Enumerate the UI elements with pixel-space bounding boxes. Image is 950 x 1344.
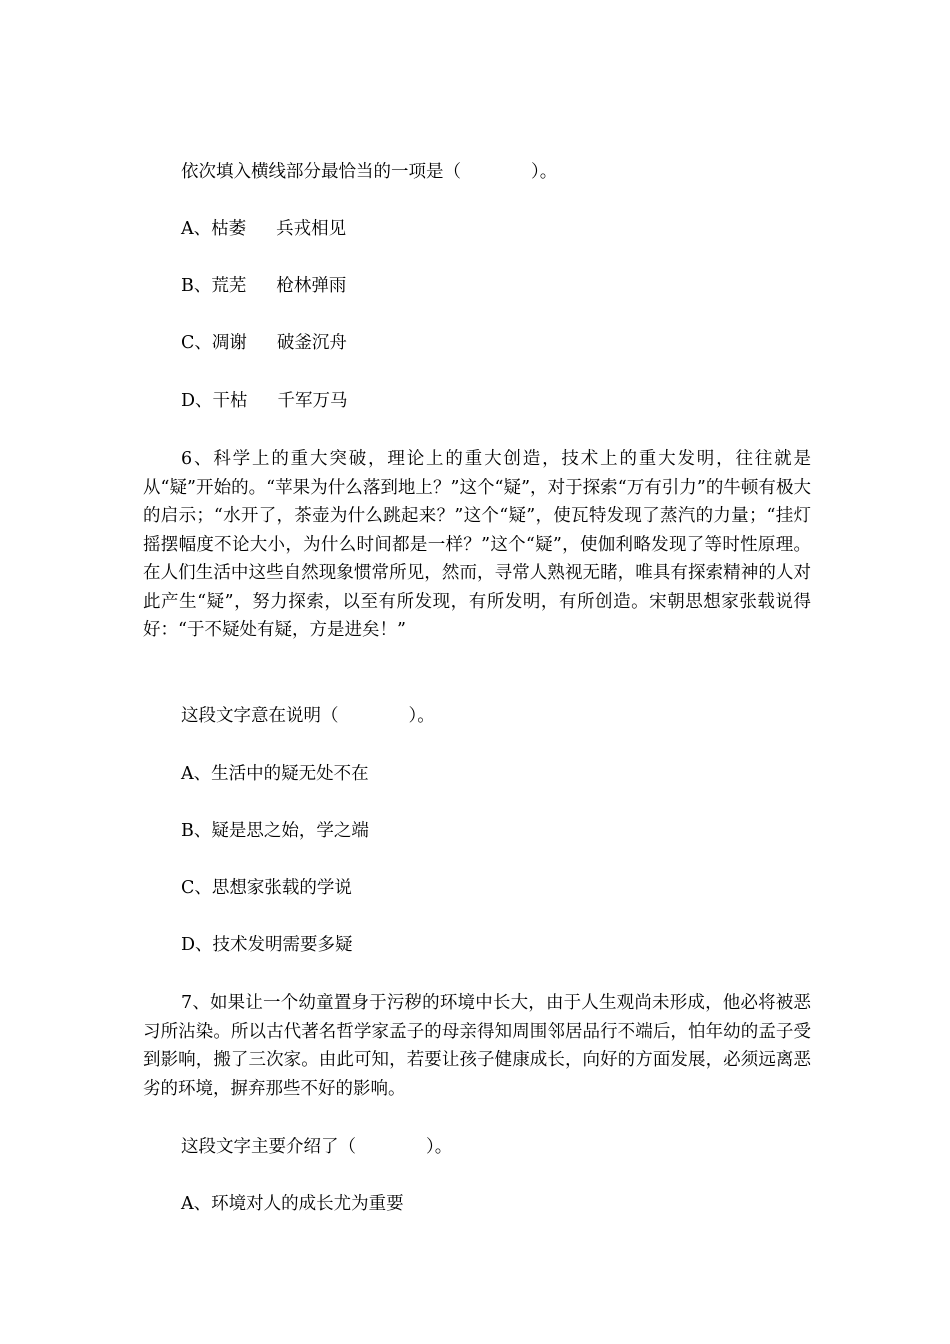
q5-option-b [181, 274, 346, 298]
q6-option-b: B、疑是思之始，学之端 [181, 821, 369, 841]
q6-option-a: A、生活中的疑无处不在 [181, 764, 369, 784]
q5-option-d [181, 389, 348, 413]
q5-option-d-text: 千军万马 [277, 391, 348, 411]
q5-option-b-text: 枪林弹雨 [276, 276, 347, 296]
q7-option-a: A、环境对人的成长尤为重要 [181, 1194, 404, 1214]
q6-passage: 6、科学上的重大突破，理论上的重大创造，技术上的重大发明，往往就是从“疑”开始的。“苹果为什么落到地上？”这个“疑”，对于探索“万有引力”的牛顿有极大的启示；“水开了，茶壶为什么跳起来？”这个“疑”，使瓦特发现了蒸汽的力量；“挂灯摇摆幅度不论大小，为什么时间都是一样？”这个“疑”，使伽利略发现了等时性原理。在人们生活中这些自然现象惯常所见，然而，寻常人熟视无睹，唯具有探索精神的人对此产生“疑”，努力探索，以至有所发现，有所发明，有所创造。宋朝思想家张载说得好：“于不疑处有疑，方是进矣！” [143, 449, 811, 640]
q5-option-d-label: D、干枯 [181, 391, 248, 411]
q5-option-c-text: 破釜沉舟 [276, 333, 347, 353]
q5-option-a-text: 兵戎相见 [276, 219, 347, 239]
q5-option-c-label: C、凋谢 [181, 333, 247, 353]
q7-passage: 7、如果让一个幼童置身于污秽的环境中长大，由于人生观尚未形成，他必将被恶习所沾染。所以古代著名哲学家孟子的母亲得知周围邻居品行不端后，怕年幼的孟子受到影响，搬了三次家。由此可知，若要让孩子健康成长，向好的方面发展，必须远离恶劣的环境，摒弃那些不好的影响。 [143, 993, 811, 1099]
q5-option-c [181, 331, 347, 355]
q5-option-b-label: B、荒芜 [181, 276, 247, 296]
q6-option-d: D、技术发明需要多疑 [181, 935, 353, 955]
q6-option-c: C、思想家张载的学说 [181, 878, 352, 898]
q5-option-a-label: A、枯萎 [181, 219, 247, 239]
q5-stem: 依次填入横线部分最恰当的一项是（ ）。 [181, 162, 558, 182]
q7-stem: 这段文字主要介绍了（ ）。 [181, 1137, 453, 1157]
q5-option-a [181, 217, 346, 241]
q6-stem: 这段文字意在说明（ ）。 [181, 706, 435, 726]
